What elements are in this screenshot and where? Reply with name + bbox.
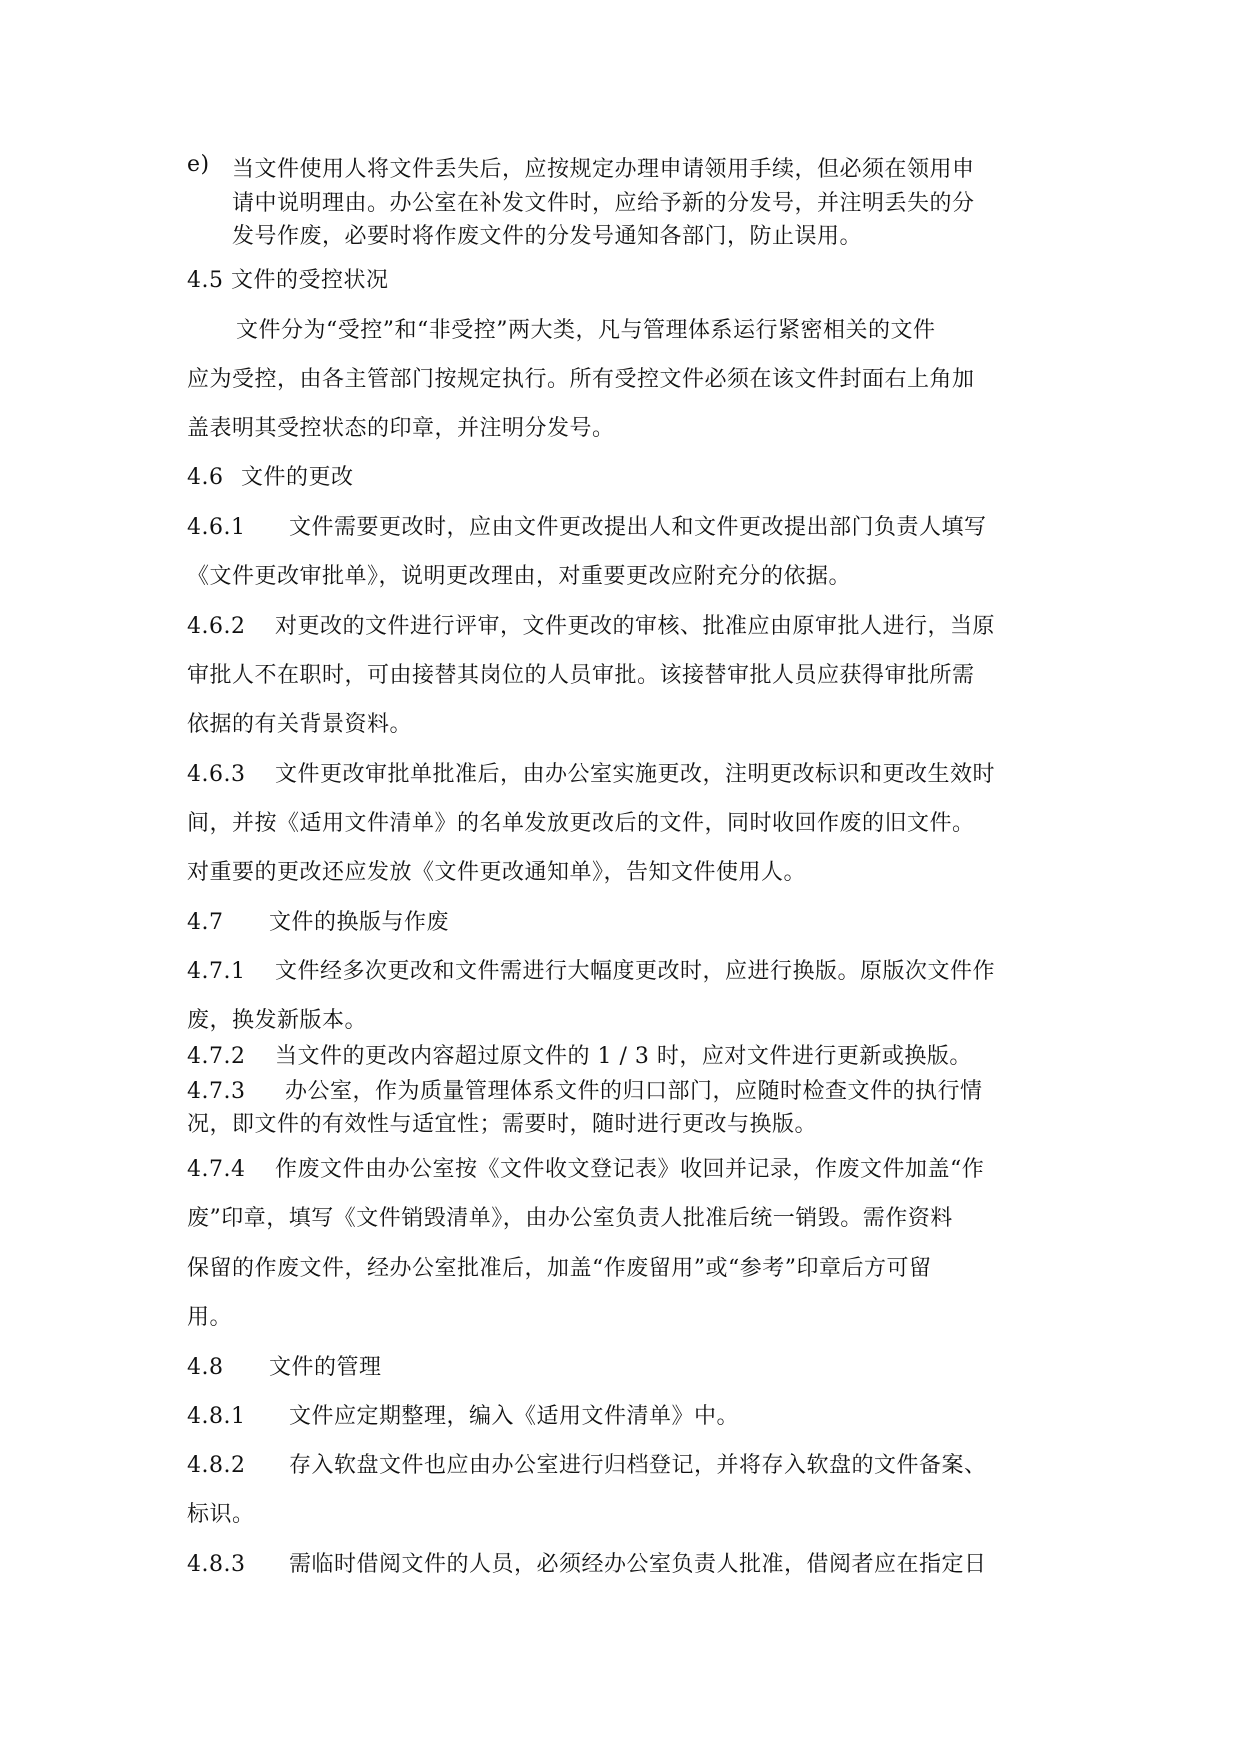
clause-text: 文件经多次更改和文件需进行大幅度更改时，应进行换版。原版次文件作 (274, 959, 995, 984)
text-line: 当文件使用人将文件丢失后，应按规定办理申请领用手续，但必须在领用申 (232, 157, 975, 182)
clause-number: 4.6.3 (187, 762, 246, 787)
list-marker: e) (187, 152, 210, 177)
section-number: 4.7 (187, 910, 224, 935)
clause-text: 标识。 (187, 1502, 255, 1527)
clause-4-6-2 (187, 609, 995, 640)
clause-4-7-2 (187, 1039, 972, 1070)
clause-4-6-1 (187, 510, 987, 541)
clause-number: 4.8.2 (187, 1453, 246, 1478)
paragraph-line: 应为受控，由各主管部门按规定执行。所有受控文件必须在该文件封面右上角加 (187, 367, 975, 392)
clause-4-7-4 (187, 1152, 984, 1183)
clause-number: 4.6.1 (187, 515, 246, 540)
clause-4-8-2 (187, 1448, 987, 1479)
clause-text: 《文件更改审批单》，说明更改理由，对重要更改应附充分的依据。 (187, 564, 852, 589)
clause-text: 需临时借阅文件的人员，必须经办公室负责人批准，借阅者应在指定日 (288, 1552, 987, 1577)
paragraph-line: 文件分为“受控”和“非受控”两大类，凡与管理体系运行紧密相关的文件 (236, 318, 936, 343)
clause-4-8-3 (187, 1547, 987, 1578)
clause-number: 4.6.2 (187, 614, 246, 639)
clause-text: 存入软盘文件也应由办公室进行归档登记，并将存入软盘的文件备案、 (288, 1453, 987, 1478)
section-heading-4-8 (187, 1350, 382, 1381)
clause-text: 作废文件由办公室按《文件收文登记表》收回并记录，作废文件加盖“作 (274, 1157, 985, 1182)
text-line: 发号作废，必要时将作废文件的分发号通知各部门，防止误用。 (232, 224, 863, 249)
section-number: 4.6 (187, 465, 224, 490)
section-number: 4.8 (187, 1355, 224, 1380)
clause-text: 对更改的文件进行评审，文件更改的审核、批准应由原审批人进行，当原 (274, 614, 995, 639)
clause-text: 用。 (187, 1305, 233, 1330)
clause-text: 文件更改审批单批准后，由办公室实施更改，注明更改标识和更改生效时 (274, 762, 995, 787)
text-line: 请中说明理由。办公室在补发文件时，应给予新的分发号，并注明丢失的分 (232, 191, 975, 216)
clause-number: 4.7.4 (187, 1157, 246, 1182)
clause-4-8-1 (187, 1399, 739, 1430)
clause-text: 审批人不在职时，可由接替其岗位的人员审批。该接替审批人员应获得审批所需 (187, 663, 975, 688)
clause-4-6-3 (187, 757, 995, 788)
clause-number: 4.7.3 (187, 1079, 246, 1104)
clause-text: 文件需要更改时，应由文件更改提出人和文件更改提出部门负责人填写 (288, 515, 987, 540)
section-title: 文件的管理 (269, 1355, 382, 1380)
clause-text: 间，并按《适用文件清单》的名单发放更改后的文件，同时收回作废的旧文件。 (187, 811, 975, 836)
clause-text: 废，换发新版本。 (187, 1008, 368, 1033)
clause-text: 废”印章，填写《文件销毁清单》，由办公室负责人批准后统一销毁。需作资料 (187, 1206, 953, 1231)
clause-text: 依据的有关背景资料。 (187, 712, 413, 737)
clause-text: 文件应定期整理，编入《适用文件清单》中。 (288, 1404, 739, 1429)
clause-text: 当文件的更改内容超过原文件的 1 / 3 时，应对文件进行更新或换版。 (274, 1044, 972, 1069)
section-heading-4-5: 4.5 文件的受控状况 (187, 268, 389, 293)
clause-number: 4.7.2 (187, 1044, 246, 1069)
paragraph-line: 盖表明其受控状态的印章，并注明分发号。 (187, 416, 615, 441)
list-item-e (187, 152, 210, 177)
section-heading-4-7 (187, 905, 449, 936)
clause-text: 办公室，作为质量管理体系文件的归口部门，应随时检查文件的执行情 (284, 1079, 983, 1104)
clause-4-7-3 (187, 1074, 983, 1105)
clause-text: 保留的作废文件，经办公室批准后，加盖“作废留用”或“参考”印章后方可留 (187, 1256, 932, 1281)
clause-text: 况，即文件的有效性与适宜性；需要时，随时进行更改与换版。 (187, 1112, 818, 1137)
clause-number: 4.7.1 (187, 959, 246, 984)
section-heading-4-6 (187, 460, 354, 491)
section-title: 文件的更改 (241, 465, 354, 490)
clause-number: 4.8.1 (187, 1404, 246, 1429)
clause-text: 对重要的更改还应发放《文件更改通知单》，告知文件使用人。 (187, 860, 807, 885)
clause-4-7-1 (187, 954, 995, 985)
section-title: 文件的换版与作废 (269, 910, 450, 935)
clause-number: 4.8.3 (187, 1552, 246, 1577)
